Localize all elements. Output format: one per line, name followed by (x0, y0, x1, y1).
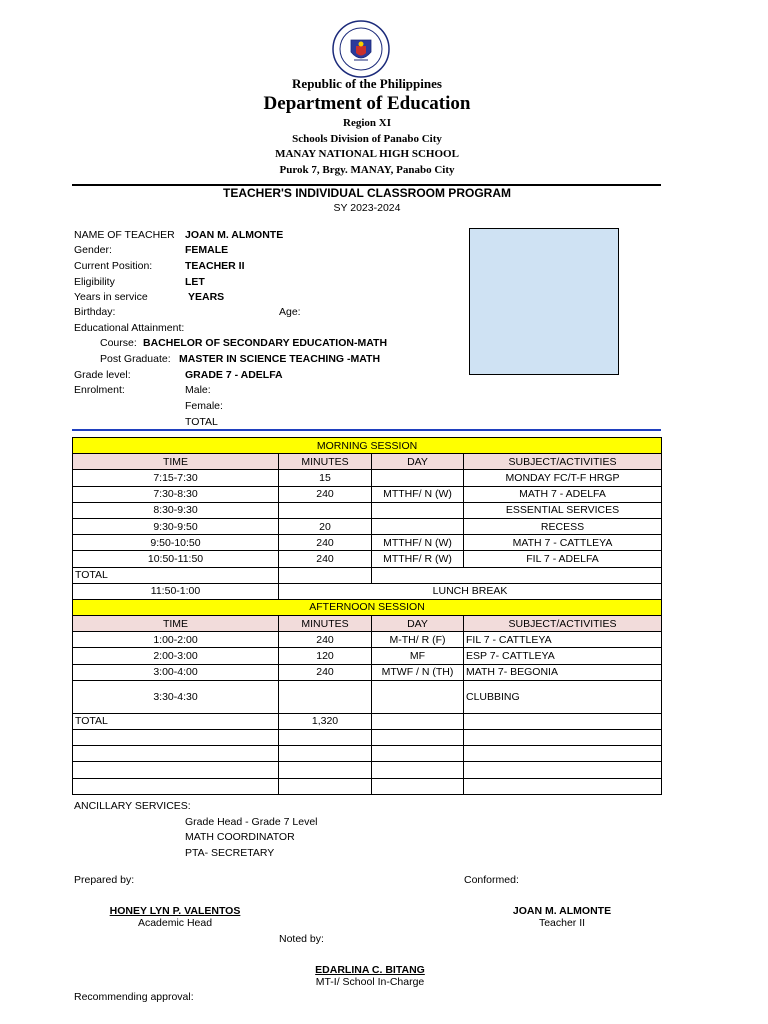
noted-by-label: Noted by: (279, 933, 324, 945)
day-cell (372, 680, 464, 713)
noted-by-name: EDARLINA C. BITANG (315, 964, 425, 976)
minutes-cell: 20 (279, 518, 372, 534)
name-label: NAME OF TEACHER (74, 229, 175, 241)
column-header-subject: SUBJECT/ACTIVITIES (464, 616, 662, 632)
prepared-by-title: Academic Head (137, 917, 213, 929)
morning-column-header-row (73, 454, 662, 470)
grade-value: GRADE 7 - ADELFA (185, 369, 283, 381)
eligibility-label: Eligibility (74, 276, 115, 288)
minutes-cell (279, 680, 372, 713)
column-header-day: DAY (372, 454, 464, 470)
noted-by-title: MT-I/ School In-Charge (315, 976, 425, 988)
minutes-cell: 240 (279, 551, 372, 567)
column-header-minutes: MINUTES (279, 616, 372, 632)
afternoon-session-title: AFTERNOON SESSION (73, 599, 662, 615)
prepared-by-name: HONEY LYN P. VALENTOS (109, 905, 241, 917)
prepared-by-label: Prepared by: (74, 874, 135, 886)
department-title: Department of Education (263, 93, 471, 114)
time-cell: 3:00-4:00 (73, 664, 279, 680)
recommending-approval-label: Recommending approval: (74, 991, 194, 1003)
birthday-label: Birthday: (74, 306, 116, 318)
subject-cell: FIL 7 - CATTLEYA (464, 632, 662, 648)
afternoon-total-blank (372, 713, 464, 729)
conformed-name: JOAN M. ALMONTE (512, 905, 612, 917)
afternoon-total-minutes: 1,320 (279, 713, 372, 729)
time-cell: 7:15-7:30 (73, 470, 279, 486)
day-cell: MTWF / N (TH) (372, 664, 464, 680)
subject-cell: FIL 7 - ADELFA (464, 551, 662, 567)
lunch-time: 11:50-1:00 (73, 583, 279, 599)
afternoon-total-blank (464, 713, 662, 729)
time-cell: 9:30-9:50 (73, 518, 279, 534)
years-value: YEARS (188, 291, 225, 303)
day-cell (372, 518, 464, 534)
course-label: Course: (100, 337, 137, 349)
column-header-time: TIME (73, 616, 279, 632)
years-label: Years in service (74, 291, 148, 303)
time-cell: 1:00-2:00 (73, 632, 279, 648)
age-label: Age: (279, 306, 301, 318)
table-row (73, 535, 662, 551)
table-row (73, 502, 662, 518)
day-cell: MTTHF/ N (W) (372, 486, 464, 502)
column-header-day: DAY (372, 616, 464, 632)
day-cell: MF (372, 648, 464, 664)
position-value: TEACHER II (185, 260, 245, 272)
time-cell: 7:30-8:30 (73, 486, 279, 502)
empty-row (73, 778, 662, 794)
grade-label: Grade level: (74, 369, 131, 381)
table-row (73, 486, 662, 502)
column-header-minutes: MINUTES (279, 454, 372, 470)
time-cell: 3:30-4:30 (73, 680, 279, 713)
afternoon-column-header-row (73, 616, 662, 632)
course-value: BACHELOR OF SECONDARY EDUCATION-MATH (143, 337, 388, 349)
region-line: Region XI (343, 117, 391, 129)
deped-seal-logo (332, 20, 390, 78)
day-cell: MTTHF/ R (W) (372, 551, 464, 567)
time-cell: 9:50-10:50 (73, 535, 279, 551)
time-cell: 10:50-11:50 (73, 551, 279, 567)
table-row (73, 551, 662, 567)
empty-row (73, 730, 662, 746)
ancillary-item: Grade Head - Grade 7 Level (185, 816, 318, 828)
minutes-cell: 240 (279, 632, 372, 648)
conformed-title: Teacher II (538, 917, 586, 929)
photo-placeholder (469, 228, 619, 375)
morning-session-row (73, 438, 662, 454)
schedule-table (72, 437, 662, 795)
female-label: Female: (185, 400, 223, 412)
enrolment-label: Enrolment: (74, 384, 125, 396)
ancillary-item: MATH COORDINATOR (185, 831, 295, 843)
postgrad-value: MASTER IN SCIENCE TEACHING -MATH (179, 353, 381, 365)
eligibility-value: LET (185, 276, 205, 288)
time-cell: 2:00-3:00 (73, 648, 279, 664)
column-header-subject: SUBJECT/ACTIVITIES (464, 454, 662, 470)
morning-total-row (73, 567, 662, 583)
gender-value: FEMALE (185, 244, 229, 256)
document-title: TEACHER'S INDIVIDUAL CLASSROOM PROGRAM (223, 186, 511, 200)
afternoon-total-label: TOTAL (73, 713, 279, 729)
day-cell: M-TH/ R (F) (372, 632, 464, 648)
minutes-cell: 240 (279, 535, 372, 551)
gender-label: Gender: (74, 244, 112, 256)
afternoon-session-row (73, 599, 662, 615)
table-row (73, 680, 662, 713)
postgrad-label: Post Graduate: (100, 353, 171, 365)
day-cell (372, 470, 464, 486)
day-cell (372, 502, 464, 518)
table-row (73, 664, 662, 680)
position-label: Current Position: (74, 260, 153, 272)
subject-cell: ESP 7- CATTLEYA (464, 648, 662, 664)
lunch-label: LUNCH BREAK (279, 583, 662, 599)
morning-total-minutes (279, 567, 372, 583)
lunch-row (73, 583, 662, 599)
ancillary-item: PTA- SECRETARY (185, 847, 275, 859)
school-address: Purok 7, Brgy. MANAY, Panabo City (279, 164, 455, 176)
subject-cell: MATH 7 - CATTLEYA (464, 535, 662, 551)
subject-cell: ESSENTIAL SERVICES (464, 502, 662, 518)
empty-row (73, 762, 662, 778)
table-row (73, 470, 662, 486)
time-cell: 8:30-9:30 (73, 502, 279, 518)
conformed-label: Conformed: (464, 874, 519, 886)
morning-session-title: MORNING SESSION (73, 438, 662, 454)
name-value: JOAN M. ALMONTE (185, 229, 284, 241)
education-label: Educational Attainment: (74, 322, 185, 334)
subject-cell: MATH 7 - ADELFA (464, 486, 662, 502)
table-row (73, 518, 662, 534)
empty-row (73, 746, 662, 762)
ancillary-label: ANCILLARY SERVICES: (74, 800, 191, 812)
morning-total-blank (372, 567, 662, 583)
school-year: SY 2023-2024 (333, 202, 401, 214)
republic-line: Republic of the Philippines (292, 76, 442, 91)
table-row (73, 632, 662, 648)
minutes-cell: 120 (279, 648, 372, 664)
morning-total-label: TOTAL (73, 567, 279, 583)
school-name: MANAY NATIONAL HIGH SCHOOL (275, 148, 459, 160)
table-row (73, 648, 662, 664)
subject-cell: MONDAY FC/T-F HRGP (464, 470, 662, 486)
subject-cell: MATH 7- BEGONIA (464, 664, 662, 680)
column-header-time: TIME (73, 454, 279, 470)
enrolment-total-label: TOTAL (185, 416, 218, 428)
male-label: Male: (185, 384, 211, 396)
minutes-cell: 240 (279, 486, 372, 502)
division-line: Schools Division of Panabo City (292, 133, 442, 145)
day-cell: MTTHF/ N (W) (372, 535, 464, 551)
subject-cell: CLUBBING (464, 680, 662, 713)
minutes-cell: 15 (279, 470, 372, 486)
blue-divider (72, 429, 661, 431)
minutes-cell (279, 502, 372, 518)
subject-cell: RECESS (464, 518, 662, 534)
minutes-cell: 240 (279, 664, 372, 680)
afternoon-total-row (73, 713, 662, 729)
